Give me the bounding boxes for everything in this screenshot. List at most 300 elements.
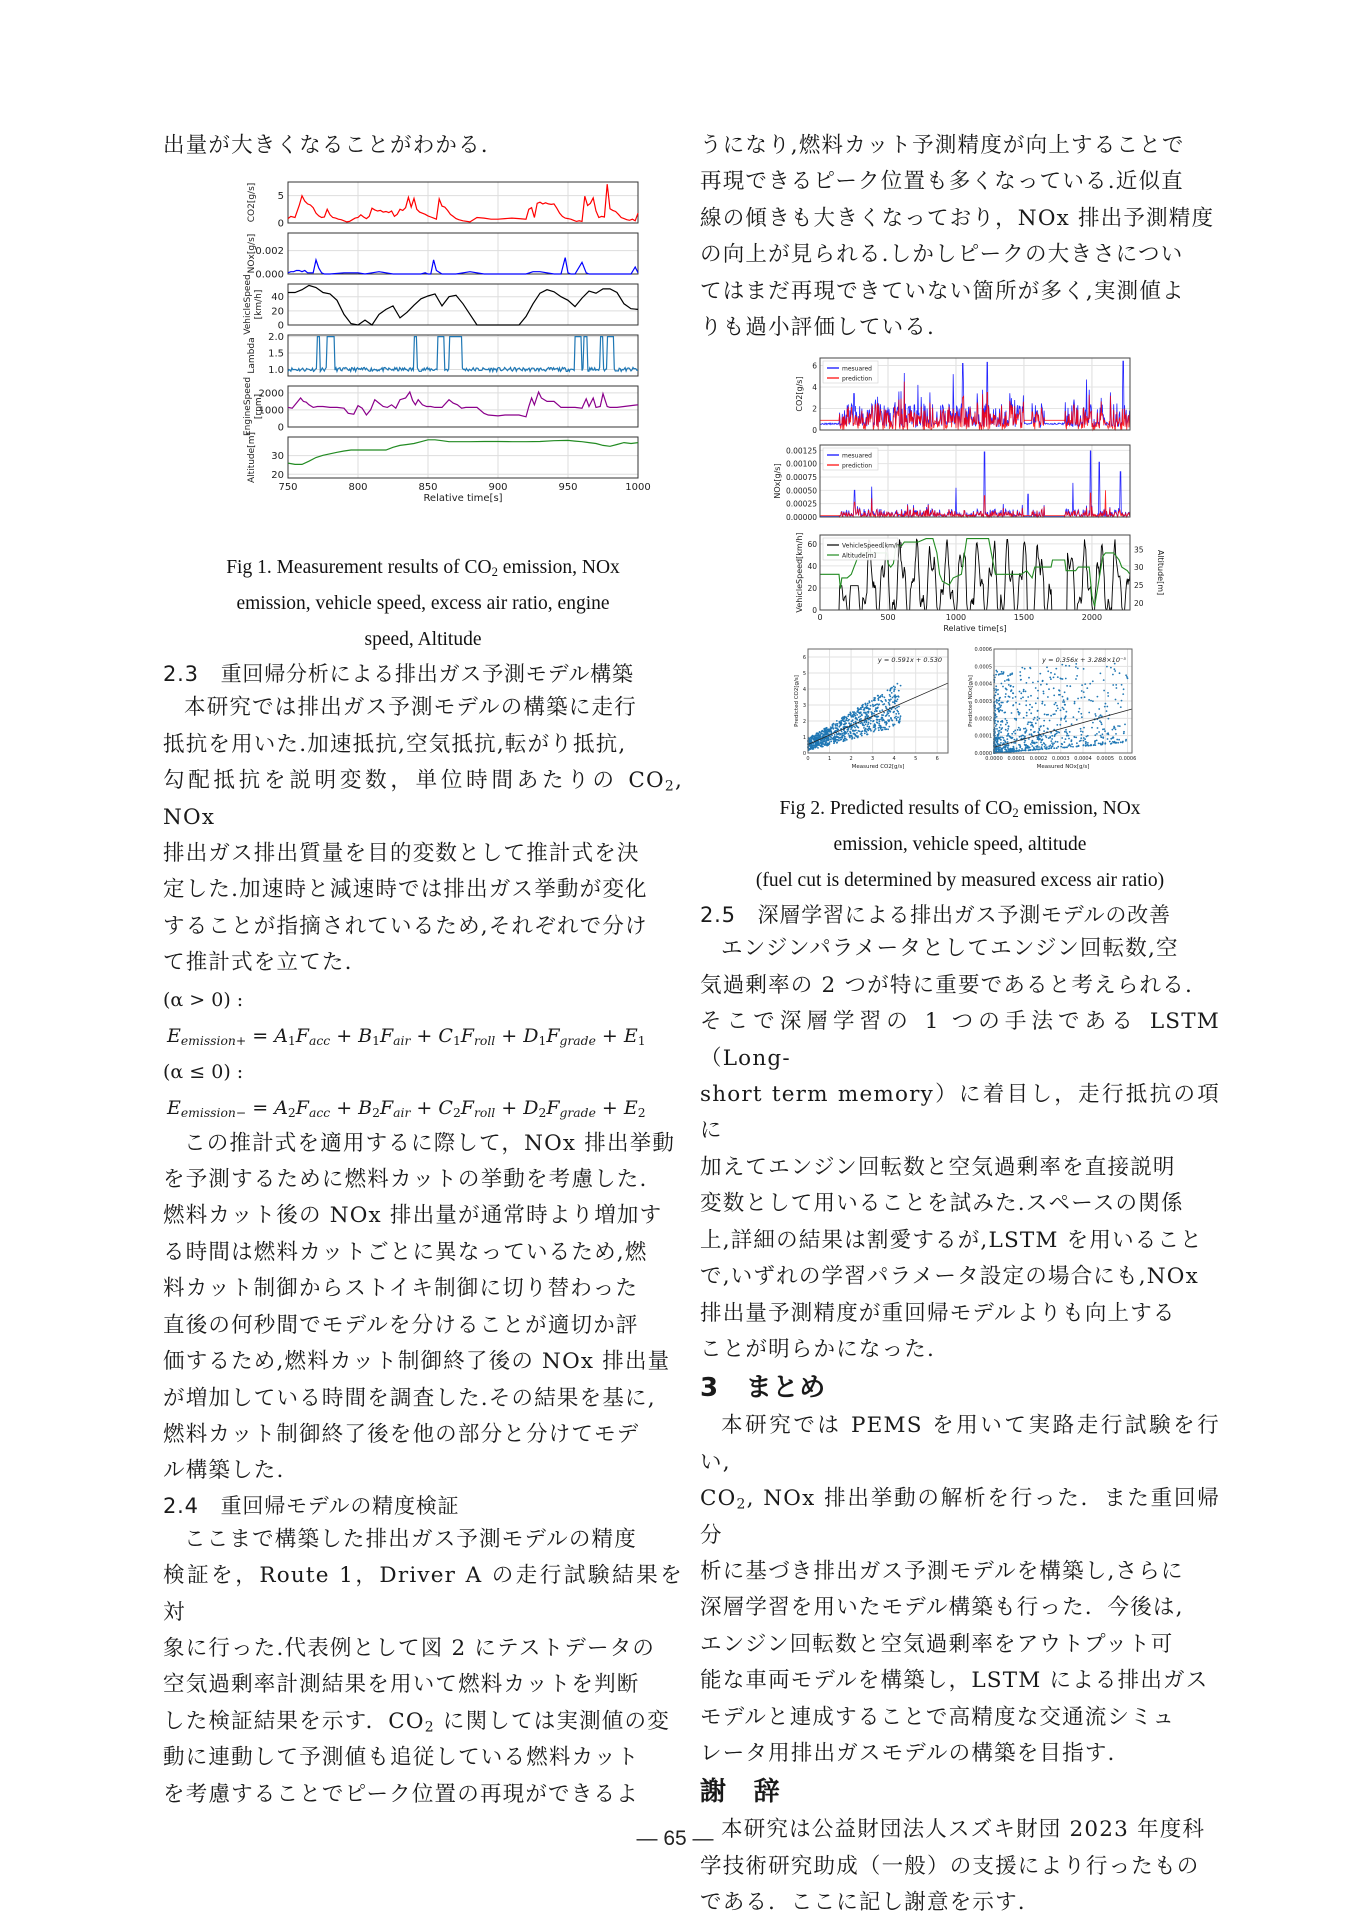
scatter-point — [1048, 748, 1050, 750]
scatter-point — [824, 729, 826, 731]
scatter-point — [997, 744, 999, 746]
scatter-point — [997, 689, 999, 691]
scatter-point — [843, 730, 845, 732]
scatter-point — [1006, 722, 1008, 724]
text-line: 加えてエンジン回転数と空気過剰率を直接説明 — [700, 1154, 1176, 1180]
scatter-point — [1006, 720, 1008, 722]
scatter-point — [1010, 749, 1012, 751]
scatter-point — [831, 732, 833, 734]
caption-text: Fig 1. Measurement results of CO — [226, 557, 492, 579]
y-tick-label: 0 — [277, 422, 284, 434]
scatter-point — [1037, 737, 1039, 739]
scatter-point — [850, 715, 852, 717]
y-tick-label: 2.0 — [268, 332, 284, 344]
scatter-point — [1034, 731, 1036, 733]
scatter-point — [821, 746, 823, 748]
scatter-point — [876, 719, 878, 721]
text-line: てはまだ再現できていない箇所が多く,実測値よ — [700, 278, 1185, 304]
subscript: 2 — [664, 778, 675, 795]
x-tick-label: 2 — [849, 756, 853, 763]
scatter-point — [878, 723, 880, 725]
scatter-point — [1095, 715, 1097, 717]
y-axis-label: Predicted CO2[g/s] — [794, 675, 800, 728]
scatter-point — [1059, 694, 1061, 696]
scatter-point — [1113, 726, 1115, 728]
x-tick-label: 0.0001 — [1007, 756, 1026, 763]
scatter-point — [823, 731, 825, 733]
scatter-point — [995, 689, 997, 691]
scatter-point — [995, 726, 997, 728]
scatter-point — [1037, 732, 1039, 734]
scatter-point — [853, 722, 855, 724]
scatter-point — [998, 708, 1000, 710]
legend-label: prediction — [842, 375, 873, 383]
scatter-point — [1098, 709, 1100, 711]
scatter-point — [1057, 677, 1059, 679]
y-tick-label: 40 — [271, 292, 284, 304]
x-tick-label: 3 — [871, 756, 875, 763]
scatter-point — [1106, 666, 1108, 668]
scatter-point — [869, 709, 871, 711]
scatter-point — [1083, 745, 1085, 747]
scatter-point — [1008, 726, 1010, 728]
caption-text: Fig 2. Predicted results of CO — [779, 798, 1013, 820]
scatter-point — [1020, 675, 1022, 677]
scatter-point — [878, 727, 880, 729]
text-span: CO — [700, 1486, 737, 1512]
right-column — [700, 128, 1220, 1922]
scatter-point — [1029, 709, 1031, 711]
scatter-point — [1043, 720, 1045, 722]
x-axis-label: Relative time[s] — [943, 624, 1007, 634]
scatter-point — [1021, 748, 1023, 750]
scatter-point — [1062, 707, 1064, 709]
scatter-point — [1075, 667, 1077, 669]
scatter-point — [840, 739, 842, 741]
x-axis-label: Measured CO2[g/s] — [851, 764, 905, 771]
scatter-point — [1081, 734, 1083, 736]
scatter-point — [856, 732, 858, 734]
text-line: short term memory）に着目し，走行抵抗の項に — [700, 1082, 1220, 1144]
scatter-point — [1106, 711, 1108, 713]
caption-line: speed, Altitude — [364, 629, 482, 651]
caption-subscript: 2 — [1012, 806, 1019, 821]
scatter-point — [893, 712, 895, 714]
subplot-enginespeed — [243, 377, 638, 436]
scatter-point — [1085, 742, 1087, 744]
scatter-point — [845, 733, 847, 735]
scatter-point — [896, 710, 898, 712]
scatter-point — [816, 733, 818, 735]
text-line — [700, 1481, 1220, 1554]
acknowledgement-heading: 謝 辞 — [700, 1777, 781, 1808]
scatter-point — [828, 730, 830, 732]
scatter-point — [838, 740, 840, 742]
scatter-point — [884, 697, 886, 699]
scatter-point — [1053, 695, 1055, 697]
scatter-point — [864, 709, 866, 711]
scatter-point — [869, 729, 871, 731]
scatter-point — [865, 716, 867, 718]
scatter-point — [1029, 722, 1031, 724]
text-line: 本研究では排出ガス予測モデルの構築に走行 — [184, 695, 637, 721]
scatter-point — [1037, 720, 1039, 722]
y-tick-label: 0 — [277, 218, 284, 230]
scatter-point — [891, 709, 893, 711]
scatter-point — [1069, 744, 1071, 746]
scatter-point — [1056, 748, 1058, 750]
scatter-point — [1065, 665, 1067, 667]
text-line: が増加している時間を調査した.その結果を基に, — [163, 1385, 656, 1411]
scatter-point — [1007, 730, 1009, 732]
scatter-point — [1089, 683, 1091, 685]
scatter-point — [815, 743, 817, 745]
scatter-point — [878, 730, 880, 732]
fit-equation: y = 0.356x + 3.288×10⁻⁵ — [1042, 656, 1126, 665]
scatter-point — [883, 720, 885, 722]
y-tick-label: 0.0002 — [974, 716, 992, 723]
scatter-point — [1094, 740, 1096, 742]
subplot-vehiclespeed — [243, 275, 638, 335]
scatter-point — [864, 703, 866, 705]
scatter-point — [882, 715, 884, 717]
scatter-point — [1059, 724, 1061, 726]
scatter-point — [881, 710, 883, 712]
scatter-point — [998, 674, 1000, 676]
scatter-point — [892, 724, 894, 726]
scatter-point — [861, 722, 863, 724]
scatter-point — [999, 698, 1001, 700]
y-tick-label: 20 — [807, 584, 817, 594]
scatter-point — [841, 735, 843, 737]
scatter-point — [1063, 700, 1065, 702]
scatter-point — [1064, 704, 1066, 706]
scatter-point — [1071, 744, 1073, 746]
scatter-point — [1056, 724, 1058, 726]
scatter-point — [1004, 718, 1006, 720]
ts-subplot-0 — [795, 358, 1130, 435]
scatter-point — [894, 689, 896, 691]
scatter-point — [1057, 731, 1059, 733]
scatter-point — [1024, 742, 1026, 744]
y-tick-label: 6 — [802, 655, 806, 662]
scatter-point — [853, 712, 855, 714]
scatter-point — [850, 724, 852, 726]
scatter-point — [880, 696, 882, 698]
scatter-point — [1062, 679, 1064, 681]
scatter-point — [1092, 681, 1094, 683]
scatter-point — [874, 705, 876, 707]
scatter-point — [819, 735, 821, 737]
scatter-point — [1050, 745, 1052, 747]
legend-label: mesuared — [842, 365, 872, 373]
scatter-point — [810, 738, 812, 740]
scatter-point — [839, 734, 841, 736]
text-line: 排出量予測精度が重回帰モデルよりも向上する — [700, 1300, 1176, 1326]
scatter-point — [1040, 726, 1042, 728]
text-line: 象に行った.代表例として図 2 にテストデータの — [163, 1635, 656, 1661]
scatter-point — [1115, 733, 1117, 735]
scatter-point — [889, 690, 891, 692]
scatter-point — [853, 726, 855, 728]
scatter-point — [1118, 739, 1120, 741]
scatter-point — [1051, 739, 1053, 741]
scatter-point — [1065, 739, 1067, 741]
scatter-point — [996, 708, 998, 710]
scatter-point — [894, 695, 896, 697]
series-line-enginespeed — [288, 392, 638, 417]
scatter-point — [870, 705, 872, 707]
scatter-point — [1048, 738, 1050, 740]
y-tick-label: 0.0000 — [974, 751, 992, 758]
scatter-point — [863, 725, 865, 727]
scatter-point — [873, 697, 875, 699]
scatter-point — [1013, 705, 1015, 707]
scatter-point — [1008, 684, 1010, 686]
scatter-point — [1026, 747, 1028, 749]
y-right-tick-label: 30 — [1134, 563, 1144, 573]
scatter-point — [1037, 698, 1039, 700]
scatter-point — [825, 742, 827, 744]
scatter-point — [1038, 728, 1040, 730]
text-line: 直後の何秒間でモデルを分けることが適切か評 — [163, 1312, 639, 1338]
scatter-point — [1031, 724, 1033, 726]
scatter-point — [837, 737, 839, 739]
fit-line — [808, 683, 948, 744]
subplot-co2 — [247, 182, 638, 230]
text-line: ル構築した. — [163, 1458, 285, 1484]
scatter-point — [1018, 714, 1020, 716]
scatter-point — [997, 694, 999, 696]
y-tick-label: 60 — [807, 540, 817, 550]
scatter-point — [1104, 706, 1106, 708]
scatter-point — [874, 711, 876, 713]
x-tick-label: 500 — [880, 613, 896, 623]
scatter-point — [1107, 739, 1109, 741]
scatter-point — [1044, 705, 1046, 707]
x-tick-label: 1500 — [1013, 613, 1035, 623]
scatter-point — [1112, 674, 1114, 676]
scatter-point — [826, 738, 828, 740]
scatter-point — [1070, 746, 1072, 748]
scatter-point — [1009, 697, 1011, 699]
scatter-point — [1103, 690, 1105, 692]
scatter-point — [890, 699, 892, 701]
scatter-point — [888, 715, 890, 717]
scatter-point — [1010, 691, 1012, 693]
scatter-point — [1077, 668, 1079, 670]
scatter-point — [1005, 751, 1007, 753]
scatter-point — [1059, 690, 1061, 692]
scatter-point — [840, 722, 842, 724]
scatter-point — [1006, 680, 1008, 682]
scatter-point — [816, 735, 818, 737]
scatter-point — [899, 718, 901, 720]
scatter-point — [1029, 704, 1031, 706]
scatter-point — [864, 729, 866, 731]
scatter-point — [1014, 733, 1016, 735]
y-tick-label: 0.00125 — [785, 446, 817, 456]
scatter-point — [860, 718, 862, 720]
scatter-point — [1061, 743, 1063, 745]
scatter-point — [855, 725, 857, 727]
scatter-point — [999, 737, 1001, 739]
scatter-point — [898, 706, 900, 708]
scatter-point — [1050, 679, 1052, 681]
scatter-point — [1119, 726, 1121, 728]
scatter-point — [1076, 719, 1078, 721]
scatter-point — [1093, 744, 1095, 746]
scatter-point — [834, 724, 836, 726]
text-line: 上,詳細の結果は割愛するが,LSTM を用いること — [700, 1227, 1203, 1253]
scatter-point — [896, 718, 898, 720]
scatter-point — [866, 729, 868, 731]
scatter-point — [840, 724, 842, 726]
scatter-point — [880, 700, 882, 702]
scatter-point — [887, 690, 889, 692]
scatter-point — [1017, 711, 1019, 713]
scatter-point — [882, 696, 884, 698]
text-line: 空気過剰率計測結果を用いて燃料カットを判断 — [163, 1672, 640, 1698]
scatter-point — [884, 722, 886, 724]
y-axis-label: [rpm] — [254, 394, 264, 420]
scatter-point — [1025, 745, 1027, 747]
x-tick-label: 950 — [558, 482, 578, 494]
scatter-point — [1057, 741, 1059, 743]
scatter-point — [832, 724, 834, 726]
scatter-point — [830, 741, 832, 743]
scatter-point — [900, 685, 902, 687]
scatter-point — [1050, 715, 1052, 717]
scatter-point — [998, 711, 1000, 713]
text-line: 再現できるピーク位置も多くなっている.近似直 — [700, 169, 1184, 195]
scatter-point — [998, 749, 1000, 751]
scatter-point — [855, 718, 857, 720]
scatter-point — [1006, 736, 1008, 738]
scatter-point — [868, 701, 870, 703]
scatter-point — [857, 730, 859, 732]
scatter-point — [1027, 724, 1029, 726]
scatter-point — [1064, 731, 1066, 733]
scatter-point — [885, 724, 887, 726]
scatter-point — [1037, 711, 1039, 713]
scatter-point — [841, 731, 843, 733]
scatter-point — [1023, 691, 1025, 693]
scatter-point — [1028, 747, 1030, 749]
scatter-point — [817, 744, 819, 746]
scatter-point — [1107, 696, 1109, 698]
scatter-point — [863, 722, 865, 724]
caption-line: emission, vehicle speed, excess air ratio, engine — [236, 593, 610, 615]
y-right-tick-label: 20 — [1134, 599, 1144, 609]
scatter-point — [1064, 692, 1066, 694]
ts-subplot-2 — [795, 533, 1165, 616]
scatter-point — [1121, 684, 1123, 686]
scatter-point — [898, 696, 900, 698]
scatter-point — [1050, 672, 1052, 674]
section-3-body — [700, 1408, 1220, 1772]
scatter-point — [1020, 679, 1022, 681]
scatter-point — [888, 699, 890, 701]
scatter-point — [1083, 727, 1085, 729]
scatter-point — [1033, 747, 1035, 749]
text-line: 深層学習を用いたモデル構築も行った．今後は, — [700, 1595, 1184, 1621]
scatter-point — [843, 721, 845, 723]
fit-equation: y = 0.591x + 0.530 — [877, 656, 942, 665]
x-tick-label: 0.0005 — [1096, 756, 1115, 763]
scatter-point — [1001, 683, 1003, 685]
series-line-lambda — [288, 337, 638, 372]
text-line: 排出ガス排出質量を目的変数として推計式を決 — [163, 841, 640, 867]
scatter-point — [1120, 742, 1122, 744]
scatter-point — [1028, 738, 1030, 740]
text-line: うになり,燃料カット予測精度が向上することで — [700, 133, 1185, 158]
y-axis-label: NOx[g/s] — [247, 234, 257, 274]
x-tick-label: 750 — [278, 482, 298, 494]
scatter-point — [1075, 679, 1077, 681]
text-line: である．ここに記し謝意を示す. — [700, 1890, 1026, 1916]
scatter-point — [1020, 750, 1022, 752]
scatter-point — [1080, 713, 1082, 715]
scatter-point — [894, 724, 896, 726]
section-heading-2-3: 2.3 重回帰分析による排出ガス予測モデル構築 — [163, 662, 634, 687]
scatter-point — [856, 719, 858, 721]
scatter-point — [1087, 744, 1089, 746]
section-heading-3: 3 まとめ — [700, 1373, 827, 1404]
scatter-point — [1068, 735, 1070, 737]
scatter-point — [879, 721, 881, 723]
scatter-point — [1086, 688, 1088, 690]
y-tick-label: 5 — [802, 671, 806, 678]
scatter-point — [845, 723, 847, 725]
scatter-point — [1006, 739, 1008, 741]
scatter-point — [809, 738, 811, 740]
text-line: で,いずれの学習パラメータ設定の場合にも,NOx — [700, 1264, 1199, 1290]
scatter-point — [1000, 750, 1002, 752]
caption-subscript: 2 — [491, 565, 498, 580]
y-axis-label: Altitude[m] — [247, 432, 257, 484]
scatter-point — [820, 734, 822, 736]
scatter-point — [1043, 693, 1045, 695]
scatter-point — [1025, 691, 1027, 693]
scatter-point — [1026, 730, 1028, 732]
x-axis-label: Measured NOx[g/s] — [1036, 764, 1090, 771]
text-line: る時間は燃料カットごとに異なっているため,燃 — [163, 1239, 648, 1265]
scatter-point — [1085, 743, 1087, 745]
text-line: 料カット制御からストイキ制御に切り替わった — [163, 1276, 639, 1302]
scatter-point — [1038, 718, 1040, 720]
scatter-point — [1007, 675, 1009, 677]
scatter-point — [1088, 699, 1090, 701]
y-tick-label: 5 — [277, 191, 284, 203]
scatter-point — [1068, 745, 1070, 747]
scatter-point — [829, 742, 831, 744]
scatter-point — [1065, 729, 1067, 731]
equation-negative: $E_{emission-} = A_2F_{acc} + B_2F_{air} + C_2F_{roll} + D_2F_{grade} + E_2$ — [167, 1096, 646, 1120]
series-line-altitude — [288, 440, 638, 465]
y-tick-label: 0 — [277, 320, 284, 332]
scatter-point — [1049, 720, 1051, 722]
scatter-point — [1005, 724, 1007, 726]
scatter-point — [1013, 746, 1015, 748]
condition-negative: (α ≤ 0) : — [163, 1060, 244, 1083]
scatter-point — [836, 725, 838, 727]
scatter-point — [1098, 732, 1100, 734]
x-tick-label: 2000 — [1081, 613, 1103, 623]
scatter-point — [878, 704, 880, 706]
left-column — [163, 128, 683, 1813]
scatter-point — [1054, 674, 1056, 676]
